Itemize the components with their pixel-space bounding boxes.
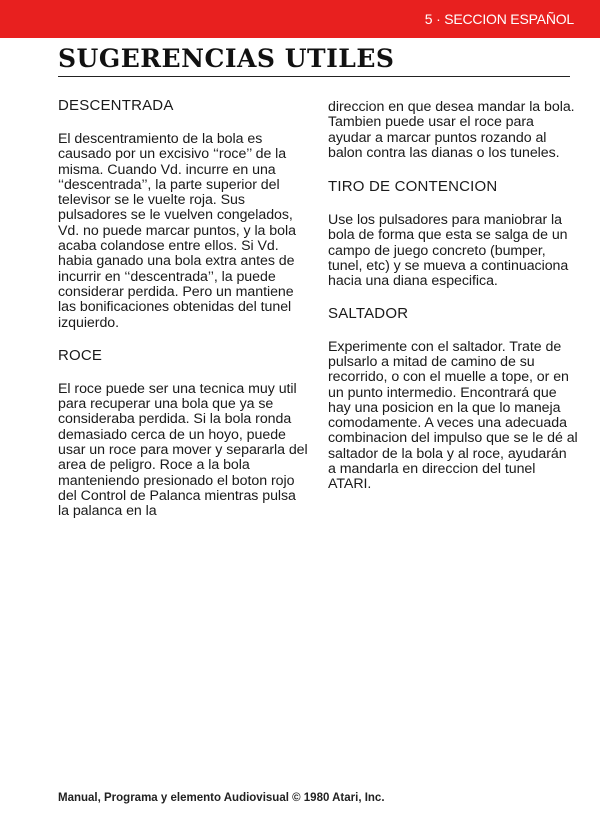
paragraph-tiro-de-contencion: Use los pulsadores para maniobrar la bola de forma que esta se salga de un campo de juego concreto (bumper, tunel, etc) y se mueva a continuaciona hacia una diana especifica. [328, 212, 569, 290]
page-title: SUGERENCIAS UTILES [58, 44, 395, 73]
left-column [58, 97, 308, 536]
footer-copyright: Manual, Programa y elemento Audiovisual © 1980 Atari, Inc. [58, 792, 385, 804]
heading-saltador: SALTADOR [328, 304, 409, 322]
paragraph-saltador: Experimente con el saltador. Trate de pulsarlo a mitad de camino de su recorrido, o con el muelle a tope, or en un punto intermedio. Encontrará que hay una posicion en la que lo maneja comodamente. A veces una adecuada combinacion del impulso que se le dé al saltador de la bola y al roce, ayudarán a mandarla en direccion del tunel ATARI. [328, 338, 578, 493]
paragraph-roce-continued: direccion en que desea mandar la bola. Tambien puede usar el roce para ayudar a marcar puntos rozando al balon contra las dianas o los tuneles. [328, 99, 575, 161]
section-label: 5 · SECCION ESPAÑOL [424, 11, 574, 27]
title-rule [58, 76, 570, 77]
paragraph-descentrada: El descentramiento de la bola es causado por un excisivo ‘‘roce’’ de la misma. Cuando Vd. incurre en una ‘‘descentrada’’, la parte superior del televisor se le vuelte roja. Sus pulsadores se le vuelven congelados, Vd. no puede marcar puntos, y la bola acaba colandose entre ellos. Si Vd. habia ganado una bola extra antes de incurrir en ‘‘descentrada’’, la puede considerar perdida. Pero un mantiene las bonificaciones obtenidas del tunel izquierdo. [58, 131, 296, 331]
heading-roce: ROCE [58, 346, 103, 364]
paragraph-roce: El roce puede ser una tecnica muy util para recuperar una bola que ya se consideraba perdida. Si la bola ronda demasiado cerca de un hoyo, puede usar un roce para mover y separarla del area de peligro. Roce a la bola manteniendo presionado el boton rojo del Control de Palanca mientras pulsa la palanca en la [58, 380, 308, 520]
right-column [328, 100, 578, 508]
heading-descentrada: DESCENTRADA [58, 97, 174, 114]
header-band [0, 0, 600, 38]
heading-tiro-de-contencion: TIRO DE CONTENCION [328, 178, 498, 196]
